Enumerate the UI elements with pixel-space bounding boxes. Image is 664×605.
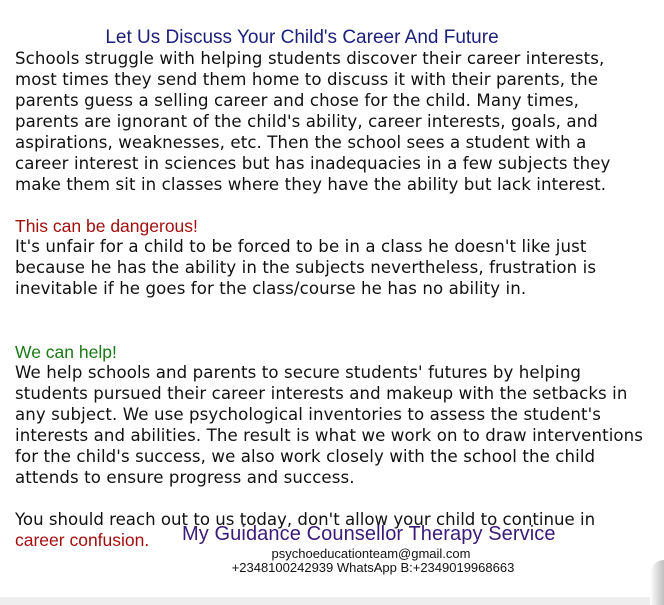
help-paragraph xyxy=(15,362,663,488)
help-line: We help schools and parents to secure students' futures by helping xyxy=(15,363,581,382)
brand-name: My Guidance Counsellor Therapy Service xyxy=(182,523,556,545)
intro-line: make them sit in classes where they have the ability but lack interest. xyxy=(15,175,607,194)
danger-line: because he has the ability in the subjects nevertheless, frustration is xyxy=(15,258,597,277)
help-line: for the child's success, we also work closely with the school the child xyxy=(15,447,596,466)
page-curl-decoration xyxy=(650,560,664,605)
page-title: Let Us Discuss Your Child's Career And Future xyxy=(105,27,499,48)
contact-email: psychoeducationteam@gmail.com xyxy=(271,546,471,561)
closing-cta: career confusion. xyxy=(15,530,150,550)
help-heading: We can help! xyxy=(15,342,117,362)
closing-line: You should reach out to us today, don't allow your child to continue in xyxy=(15,510,596,529)
danger-line: It's unfair for a child to be forced to be in a class he doesn't like just xyxy=(15,237,587,256)
danger-line: inevitable if he goes for the class/course he has no ability in. xyxy=(15,279,527,298)
intro-line: aspirations, weaknesses, etc. Then the school sees a student with a xyxy=(15,133,587,152)
page-bottom-edge xyxy=(0,597,664,605)
danger-paragraph xyxy=(15,236,663,299)
contact-phones: +2348100242939 WhatsApp B:+2349019968663 xyxy=(231,560,515,575)
intro-line: parents guess a selling career and chose for the child. Many times, xyxy=(15,91,580,110)
help-line: attends to ensure progress and success. xyxy=(15,468,355,487)
intro-line: parents are ignorant of the child's ability, career interests, goals, and xyxy=(15,112,598,131)
intro-line: most times they send them home to discuss it with their parents, the xyxy=(15,70,599,89)
danger-heading: This can be dangerous! xyxy=(15,216,198,236)
intro-paragraph xyxy=(15,48,663,195)
help-line: students pursued their career interests and makeup with the setbacks in xyxy=(15,384,628,403)
help-line: any subject. We use psychological inventories to assess the student's xyxy=(15,405,602,424)
intro-line: Schools struggle with helping students discover their career interests, xyxy=(15,49,605,68)
help-line: interests and abilities. The result is what we work on to draw interventions xyxy=(15,426,644,445)
intro-line: career interest in sciences but has inadequacies in a few subjects they xyxy=(15,154,611,173)
